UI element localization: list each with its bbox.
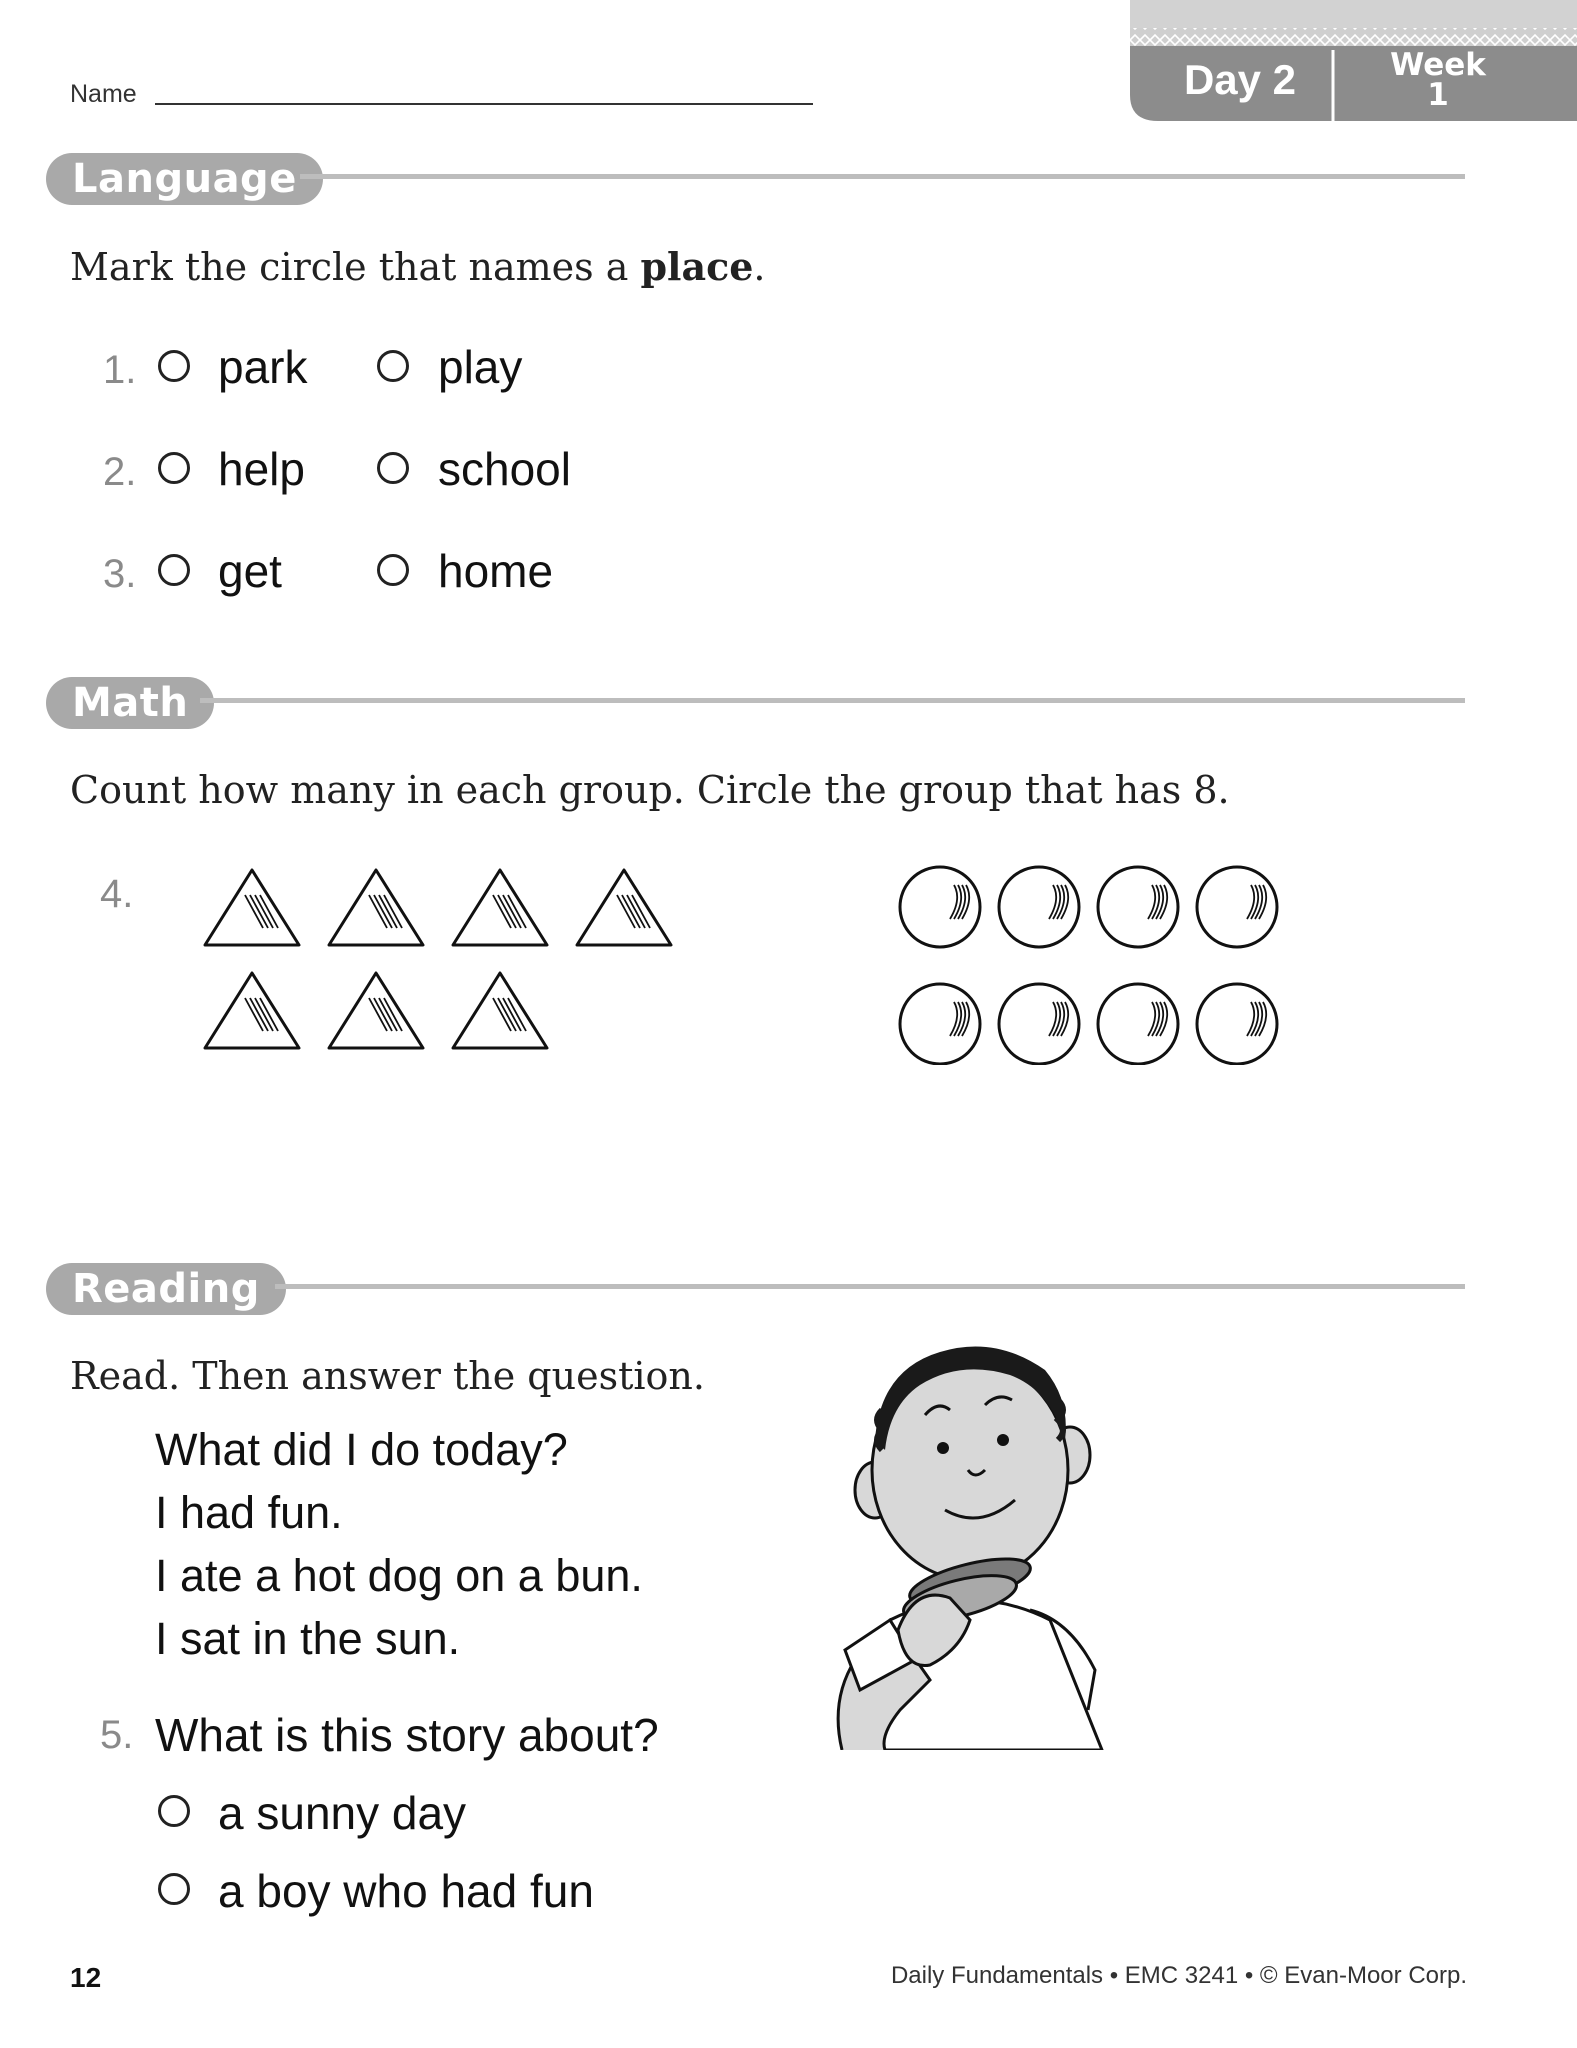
week-word: Week [1390,47,1486,83]
question-text: What is this story about? [155,1709,659,1761]
circle-item [900,867,980,947]
triangle-item [453,973,547,1048]
triangle-item [577,870,671,945]
option-label: a sunny day [218,1787,467,1839]
boy-eating-hot-dog-icon [820,1330,1120,1750]
circle-item [999,984,1079,1064]
math-section-title: Math [46,677,214,729]
day-label: Day 2 [1183,56,1297,103]
story-line: I sat in the sun. [155,1613,461,1664]
option-label: get [218,545,282,597]
story-line: What did I do today? [155,1424,568,1475]
option-label: help [218,443,305,495]
reading-section-rule [275,1284,1465,1289]
triangle-group[interactable] [190,855,710,1065]
story-line: I had fun. [155,1487,343,1538]
triangle-item [329,973,423,1048]
circle-item [1098,984,1178,1064]
answer-bubble-play[interactable] [377,350,409,382]
language-section-rule [300,174,1465,179]
name-line[interactable] [155,103,813,105]
instruction-bold: place [640,244,754,289]
item-number: 1. [103,348,137,392]
option-label: a boy who had fun [218,1865,594,1917]
triangle-item [329,870,423,945]
triangle-item [205,870,299,945]
answer-bubble-boy-had-fun[interactable] [158,1873,190,1905]
option-label: home [438,545,554,597]
math-instruction: Count how many in each group. Circle the group that has 8. [70,768,1230,812]
option-label: school [438,443,571,495]
answer-bubble-sunny-day[interactable] [158,1795,190,1827]
page-number: 12 [70,1962,102,1993]
reading-instruction: Read. Then answer the question. [70,1354,705,1398]
circle-item [900,984,980,1064]
circle-group[interactable] [890,855,1300,1065]
week-label [1338,47,1538,113]
instruction-end: . [753,245,766,289]
triangle-item [205,973,299,1048]
math-section-rule [200,698,1465,703]
option-label: park [218,341,308,393]
name-label: Name [70,80,137,108]
circle-item [999,867,1079,947]
story-line: I ate a hot dog on a bun. [155,1550,643,1601]
reading-section-title: Reading [46,1263,286,1315]
circle-item [1197,867,1277,947]
language-instruction [70,244,766,289]
answer-bubble-home[interactable] [377,554,409,586]
instruction-text: Mark the circle that names a [70,245,641,289]
option-label: play [438,341,523,393]
triangle-item [453,870,547,945]
answer-bubble-help[interactable] [158,452,190,484]
circle-item [1098,867,1178,947]
footer-credit: Daily Fundamentals • EMC 3241 • © Evan-Moor Corp. [890,1962,1467,1989]
story-text [155,1418,643,1670]
item-number: 3. [103,552,137,596]
week-number: 1 [1427,77,1449,113]
item-number: 4. [100,872,134,916]
item-number: 5. [100,1713,134,1757]
answer-bubble-school[interactable] [377,452,409,484]
answer-bubble-get[interactable] [158,554,190,586]
answer-bubble-park[interactable] [158,350,190,382]
circle-item [1197,984,1277,1064]
item-number: 2. [103,450,137,494]
language-section-title: Language [46,153,323,205]
